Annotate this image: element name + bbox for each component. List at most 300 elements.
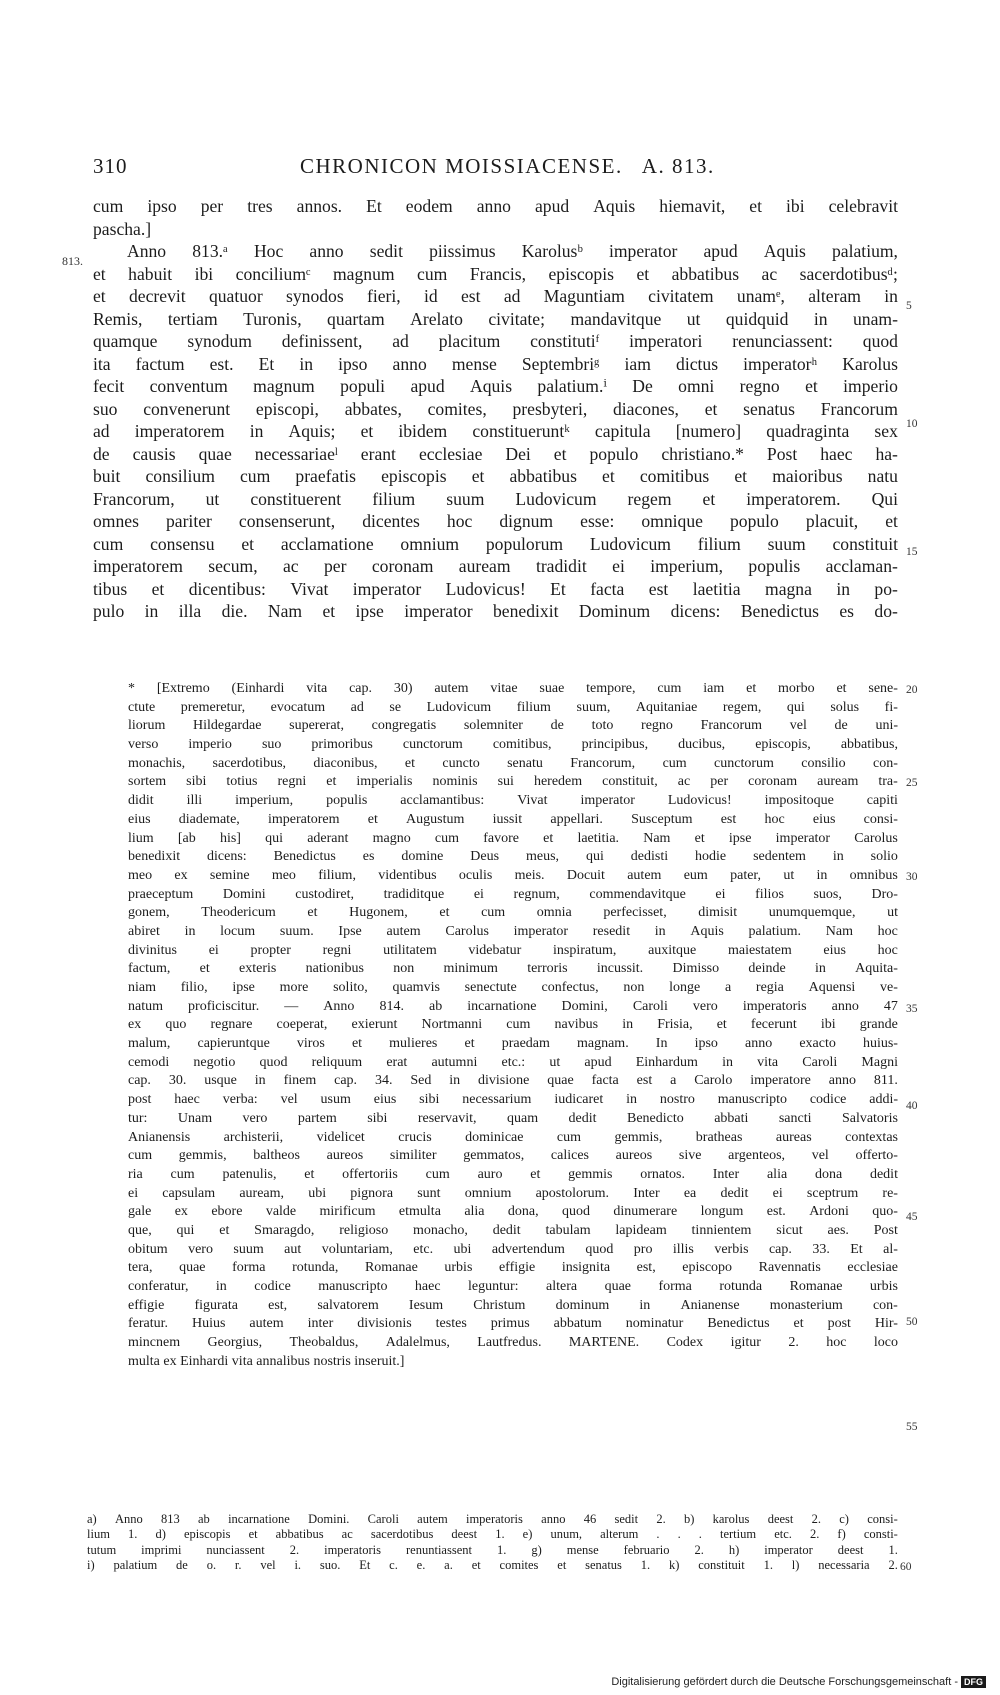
word: aureas [775,1129,812,1145]
word: ita [93,353,111,374]
word: ei [612,556,625,576]
word: capsulam [162,1185,216,1201]
word: Sed [410,1073,432,1089]
word: mense [566,1542,599,1557]
text-line [93,600,898,623]
word: per [324,556,347,576]
note-line-content [128,867,898,886]
word: mulieres [389,1036,438,1052]
word: dictus [676,353,719,374]
word: Dei [505,443,531,464]
word: omnibus [849,867,898,883]
word: quod [862,331,898,351]
word: Caroli [802,1054,838,1070]
word: in [626,1092,638,1108]
word: advertendum [491,1241,565,1257]
line-number: 15 [906,546,918,558]
word: constitueruntᵏ [472,421,570,441]
text-line [93,308,898,331]
note-line [128,1166,898,1185]
word: pariter [165,511,212,531]
word: usque [204,1073,237,1089]
word: 813.ᵃ [192,241,228,261]
word: ad [93,421,110,441]
word: quod [259,1054,288,1070]
word: constituit [698,1557,745,1572]
word: post [128,1092,152,1108]
word: unumquemque, [768,905,856,921]
word: imperatoris [465,1512,523,1526]
word: benedixit [493,601,559,621]
word: etc. [774,1527,792,1542]
word: exacto [799,1036,836,1052]
word: r. [234,1557,242,1572]
word: in [622,1017,634,1033]
word: domine [401,849,444,865]
word: tur: [128,1110,148,1126]
note-line-content [128,848,898,867]
word: conventum [149,376,228,396]
note-line [128,1203,898,1222]
word: Francorum [820,398,898,419]
word: Inter [633,1185,660,1201]
word: tradidit [535,556,587,576]
word: tertium [720,1527,757,1542]
word: constituit [832,533,898,554]
word: terroris [527,961,568,977]
word: primus [490,1316,530,1332]
word: vel [789,718,807,734]
word: ex [174,1204,188,1220]
word: et [304,1166,315,1182]
word: Inter [712,1166,740,1182]
word: ei [473,886,484,902]
word: consensu [150,533,215,554]
page-number: 310 [93,154,128,178]
word: patenulis, [222,1166,277,1182]
word: huius- [862,1036,898,1052]
word: Romanae [364,1260,418,1276]
word: cunctorum [714,755,774,771]
word: imperator [764,1542,813,1557]
word: Carolus [854,830,898,846]
word: filios [755,886,784,902]
word: sceptrum [806,1185,859,1201]
word: Et [366,196,382,216]
word: omni [678,376,715,396]
word: codice [809,1092,847,1108]
note-line-content: multa ex Einhardi vita annalibus nostris inseruit.] [128,1353,405,1369]
word: . [677,1527,681,1542]
word: tra- [878,774,898,790]
word: est, [636,1260,656,1276]
word: non [623,980,645,995]
word: in [836,578,851,599]
word: suo [93,398,118,419]
word: cum [434,830,459,846]
word: 811. [873,1073,898,1089]
word: aes. [827,1222,849,1238]
word: Carolo [694,1073,733,1089]
word: constituerent [250,488,342,509]
word: Aquis [690,923,724,939]
word: i) [87,1557,95,1572]
word: Francorum, [93,488,175,509]
text-line-content [93,375,898,398]
credit-text: Digitalisierung gefördert durch die Deutsche Forschungsgemeinschaft - [611,1676,958,1688]
word: sedit [614,1512,639,1526]
word: mense [451,353,497,374]
note-line-content [128,1147,898,1166]
word: tradiditque [383,886,445,902]
word: qui [585,849,604,865]
text-line [93,353,898,376]
word: Aquitaniae [635,699,698,715]
word: Anianensis [128,1129,191,1145]
word: coeperat, [276,1017,328,1033]
word: dinumerare [613,1204,678,1220]
word: suo [261,737,282,753]
word: feratur. [128,1316,169,1332]
word: et [749,196,762,216]
word: Carolus [445,923,489,939]
word: Aquis; [288,421,336,441]
note-line [128,960,898,979]
word: omnia [536,905,572,921]
word: tinnientem [691,1222,752,1238]
word: Vivat [290,578,329,599]
word: ubi [308,1185,327,1201]
word: populis [748,556,801,576]
word: esse: [580,511,615,531]
word: solemniter [463,718,523,734]
word: Karolusᵇ [521,241,583,261]
text-line [93,488,898,511]
note-line-content [128,792,898,811]
note-line-content [128,1091,898,1110]
word: gale [128,1204,152,1220]
word: suum, [576,699,611,715]
word: ecclesiae [847,1260,898,1276]
word: pignora [350,1185,394,1201]
note-line-content [128,960,898,979]
note-line-content [128,979,898,998]
note-line-content [128,904,898,923]
word: necessaria [818,1557,870,1572]
word: facta [590,578,625,599]
word: etc.: [501,1054,526,1070]
word: mandavitque [570,308,662,329]
apparatus-line [87,1543,898,1558]
word: locum [220,923,256,939]
word: imperator [775,830,831,846]
word: ha- [875,443,898,464]
word: deinde [748,961,786,977]
word: dicentibus: [188,578,266,599]
word: Hoc [253,241,284,261]
word: anno [541,1512,566,1526]
word: Benedictus [273,849,336,865]
word: causis [132,443,176,464]
word: argenteos, [728,1148,786,1164]
word: cum [240,466,271,486]
line-number: 55 [906,1421,918,1433]
word: solio [870,849,898,865]
word: hodie [695,849,727,865]
word: Adalelmus, [385,1335,450,1351]
word: al- [883,1241,898,1257]
word: est, [268,1297,288,1313]
word: haec [414,1279,441,1294]
text-line [93,443,898,466]
word: abbatibus, [840,737,898,753]
word: anno [745,1036,773,1052]
word: consenserunt, [238,511,336,531]
word: et [836,681,847,696]
word: (Einhardi [231,681,285,696]
word: in [449,1073,461,1089]
note-line-content [128,1297,898,1316]
word: dedit [720,1185,749,1201]
word: fecerunt [750,1017,797,1033]
word: synodos [286,286,344,306]
word: Aquis [763,241,806,261]
word: quod [562,1204,591,1220]
word: consi- [863,811,898,827]
word: Francorum, [570,755,636,771]
text-line-content [93,465,898,488]
word: ut [887,905,898,921]
word: et [602,466,615,486]
word: totius [226,774,258,790]
note-line-content [128,1222,898,1241]
word: id [423,286,438,306]
word: commendavitque [589,886,686,902]
word: Ardoni [809,1204,849,1220]
word: karolus [712,1512,750,1526]
word: per [710,774,729,790]
word: apud [534,196,570,216]
word: sacerdotibus, [212,755,287,771]
word: consilium [145,466,215,486]
word: Romanae [789,1279,843,1294]
word: eius [823,942,846,958]
word: imperatorem [134,421,225,441]
word: Theobaldus, [289,1335,359,1351]
word: imperator [513,923,569,939]
word: hoc [877,942,898,958]
word: imperator [580,793,635,809]
word: filium, [318,867,356,883]
word: dona, [507,1204,539,1220]
word: auxitque [648,942,697,958]
word: necessarium [462,1092,532,1108]
word: . [656,1527,660,1542]
line-number: 35 [906,1003,918,1015]
word: et [464,1036,475,1052]
word: filium [697,533,741,554]
word: et [93,286,106,306]
text-line-content [93,263,898,286]
word: igitur [730,1335,761,1351]
note-line [128,979,898,998]
word: qui [176,1222,195,1238]
line-number: 40 [906,1100,918,1112]
word: alterum [600,1527,639,1542]
word: regni [277,774,307,790]
word: Dro- [871,886,898,902]
word: et [885,511,898,531]
word: toto [591,718,614,734]
word: Augustum [406,811,465,827]
word: episcopis [381,466,447,486]
dfg-logo: DFG [961,1676,986,1688]
word: et [360,421,374,441]
word: et [746,681,757,696]
word: exierunt [351,1017,398,1033]
word: sui [497,774,514,790]
text-line-content [93,308,898,331]
note-line-content [128,680,898,699]
word: Ludovicum [426,699,492,715]
word: 2. [809,1527,820,1542]
word: gemmis [568,1166,613,1182]
word: ornatos. [640,1166,685,1182]
word: liorum [128,718,166,734]
word: ctute [128,699,156,715]
word: cum [93,533,124,554]
word: ut [783,867,795,883]
word: 1. [763,1557,773,1572]
note-line [128,1315,898,1334]
word: quam [507,1110,539,1126]
text-line-content [93,533,898,556]
word: regnum, [513,886,560,902]
word: factum, [128,961,171,977]
word: perfecisset, [603,905,667,921]
word: imperatorem. [746,488,841,509]
word: gemmis, [614,1129,663,1145]
word: in [144,601,159,621]
word: fi- [884,699,898,715]
word: Susceptum [631,811,693,827]
word: omnium [400,533,460,554]
word: aureos [615,1148,653,1164]
word: abbati [714,1110,749,1126]
word: salvatorem [317,1297,379,1313]
word: Nam [267,601,303,621]
word: appellari. [550,811,603,827]
note-line [128,699,898,718]
word: urbis [869,1279,898,1294]
word: reservavit, [417,1110,477,1126]
word: incarnatione [228,1512,290,1526]
margin-year: 813. [62,254,83,268]
word: filium [372,488,416,509]
word: k) [668,1557,680,1572]
word: ad [350,699,364,715]
word: imperatori [629,331,703,351]
word: [Extremo [156,681,210,696]
word: acclamatione [280,533,374,554]
word: et [93,263,106,284]
word: februario [623,1542,670,1557]
word: habuit [128,263,173,284]
word: Vivat [517,793,548,809]
word: gonem, [128,905,170,921]
word: Post [873,1222,898,1238]
word: 2. [289,1542,300,1557]
word: vel [280,1092,298,1108]
word: inter [307,1316,334,1332]
word: magnum [253,376,315,396]
word: in [813,308,828,329]
word: ut [205,488,220,509]
word: praefatis [295,466,356,486]
word: oculis [458,867,493,883]
word: Ipse [338,923,362,939]
running-head: CHRONICON MOISSIACENSE. A. 813. [300,154,715,178]
word: de [176,1557,188,1572]
word: imperator [608,241,678,261]
word: propter [250,942,291,958]
word: favore [483,830,519,846]
word: ve- [880,980,898,995]
word: tera, [128,1260,153,1276]
word: Septembriᵍ [521,353,600,374]
word: maiestatem [727,942,792,958]
note-line-content [128,923,898,942]
text-line-content [93,330,898,353]
main-text [93,195,898,623]
word: manuscripto [318,1279,388,1294]
line-number: 45 [906,1211,918,1223]
word: quatuor [208,286,263,306]
word: ei [128,1185,139,1201]
word: autumni [431,1054,478,1070]
word: Francorum [700,718,763,734]
word: leguntur: [468,1279,519,1294]
word: Smaragdo, [254,1222,315,1238]
word: sibi [367,1110,388,1126]
text-line [93,330,898,353]
word: civitate; [488,308,545,329]
note-line [128,1297,898,1316]
word: auream [458,556,511,576]
word: consi- [867,1512,898,1526]
word: codice [254,1279,291,1294]
word: regno [641,718,673,734]
word: Codex [666,1335,704,1351]
word: vita [306,681,328,696]
word: est [636,1073,653,1089]
word: imperium, [235,793,294,809]
word: offerto- [855,1148,898,1164]
word: abiret [128,923,160,939]
word: ac [283,556,299,576]
word: a) [87,1512,97,1526]
apparatus-line-content [87,1527,898,1542]
word: quamvis [392,980,440,995]
note-line [128,1129,898,1148]
word: Post [766,443,798,464]
note-line [128,1185,898,1204]
word: 1. [495,1527,505,1542]
word: Domini. [308,1512,350,1526]
text-line [93,218,898,241]
note-line [128,792,898,811]
word: magnam. [576,1036,629,1052]
